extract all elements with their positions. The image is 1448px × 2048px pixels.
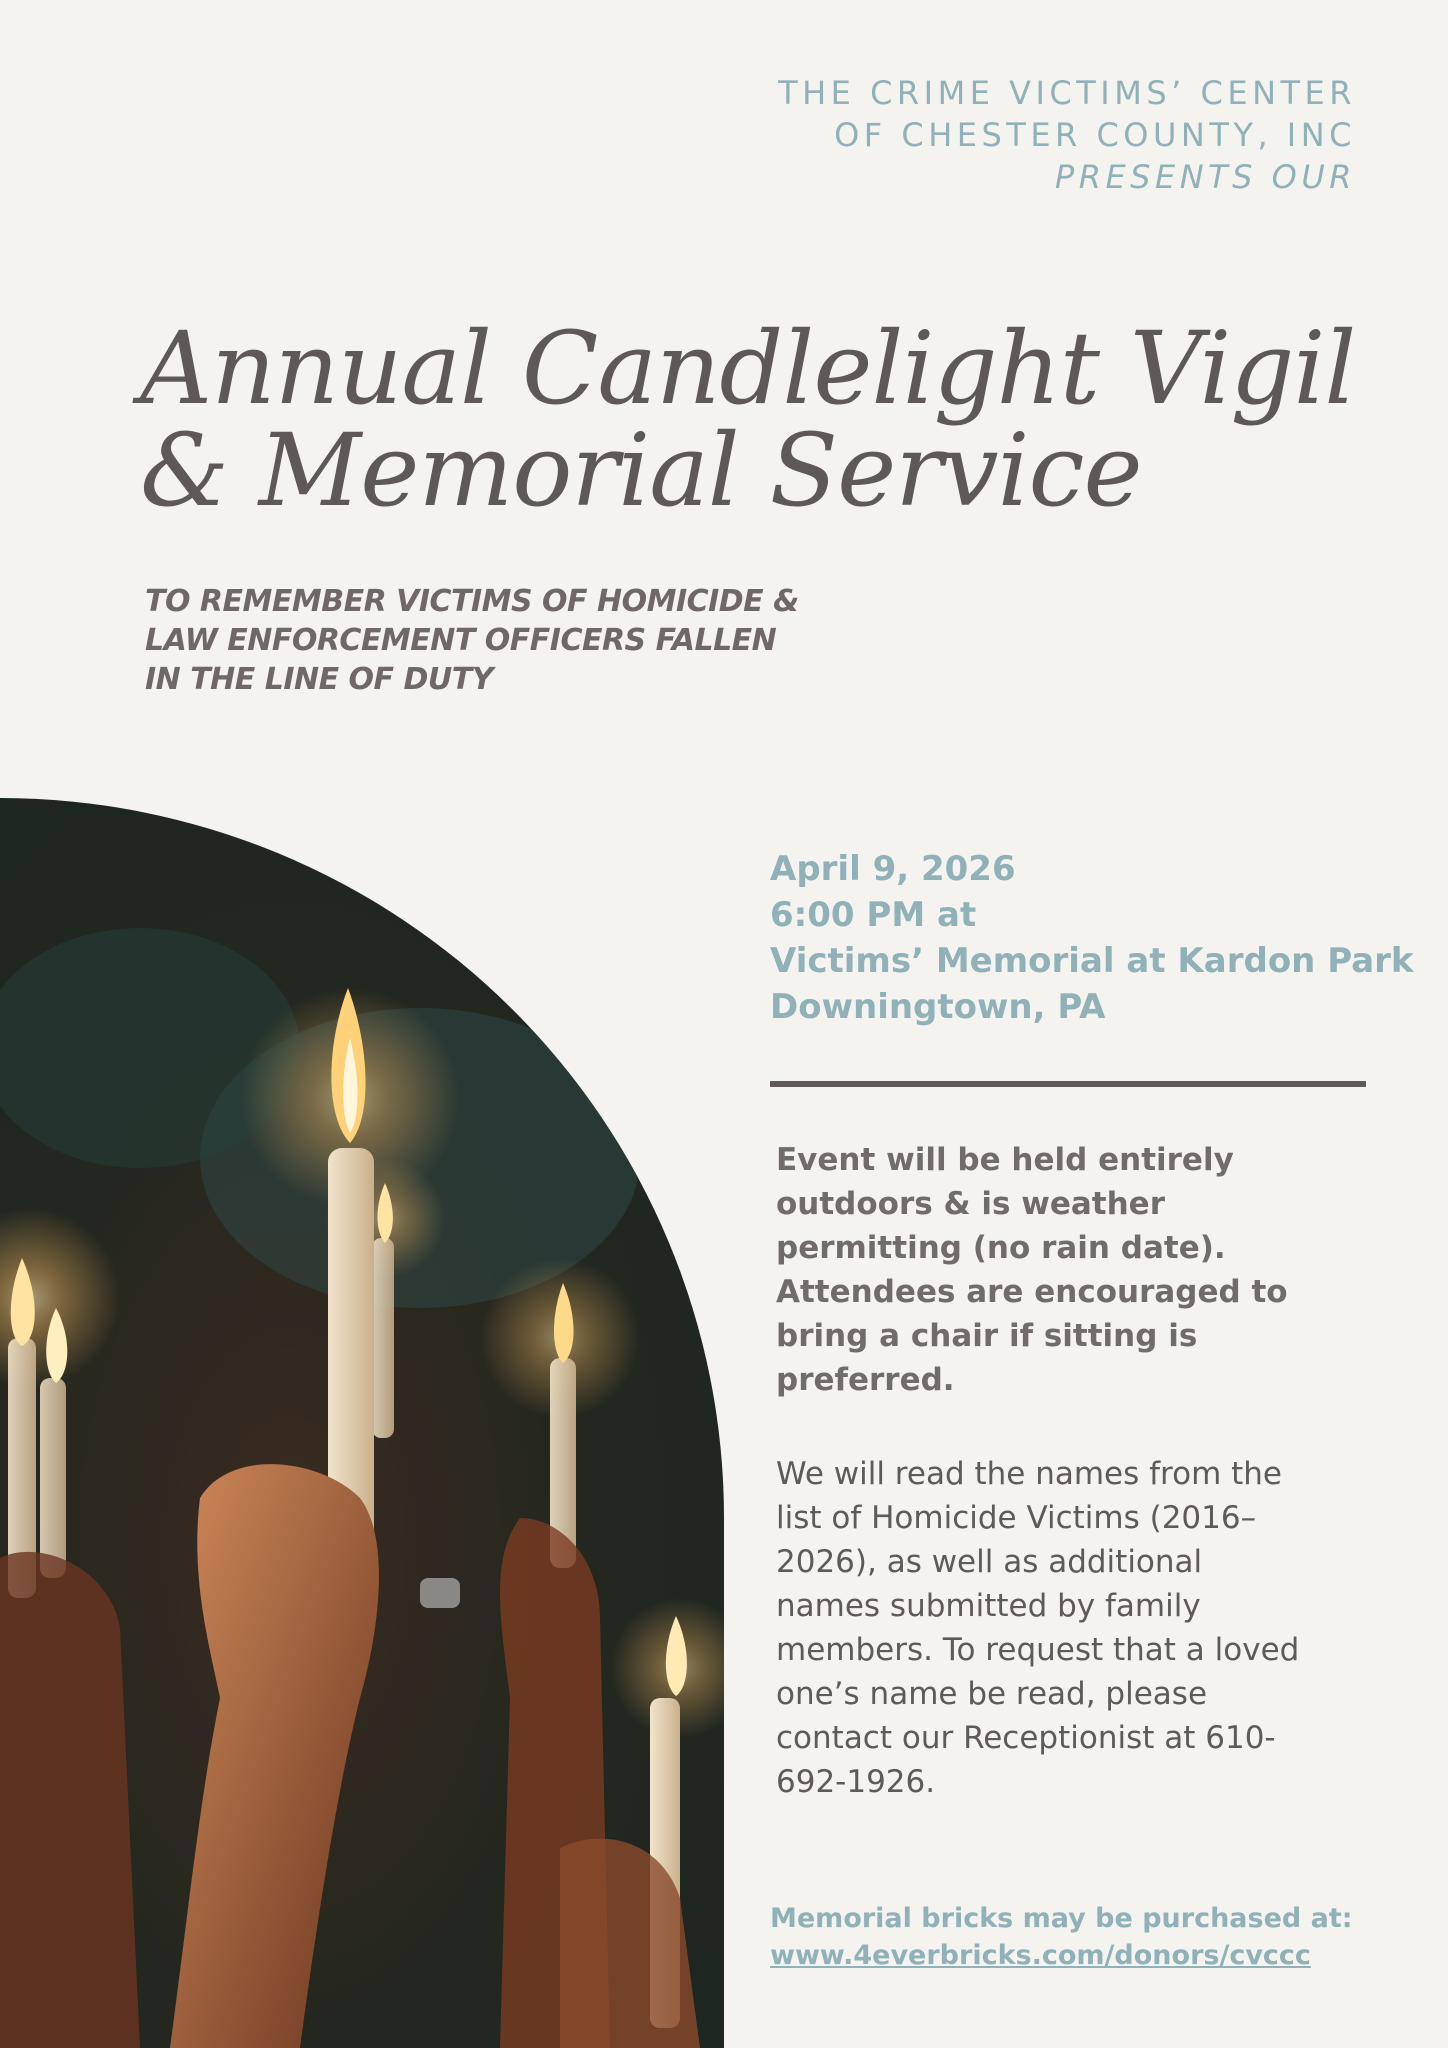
event-subtitle xyxy=(145,582,905,699)
names-reading-notice: We will read the names from the list of Homicide Victims (2016–2026), as well as additional names submitted by family members. To request that a loved one’s name be read, please contact our Receptionist at 610-692-1926. xyxy=(776,1456,1300,1800)
subtitle-line2: LAW ENFORCEMENT OFFICERS FALLEN xyxy=(145,623,777,658)
event-details xyxy=(770,846,1430,1030)
event-date: April 9, 2026 xyxy=(770,849,1016,889)
bricks-label: Memorial bricks may be purchased at: xyxy=(770,1903,1353,1934)
org-name-line1: THE CRIME VICTIMS’ CENTER xyxy=(778,74,1356,112)
event-city: Downingtown, PA xyxy=(770,987,1106,1027)
event-venue: Victims’ Memorial at Kardon Park xyxy=(770,941,1414,981)
divider xyxy=(770,1081,1366,1087)
candles-photo xyxy=(0,798,724,2048)
subtitle-line1: TO REMEMBER VICTIMS OF HOMICIDE & xyxy=(145,584,799,619)
bricks-link[interactable]: www.4everbricks.com/donors/cvccc xyxy=(770,1940,1311,1971)
background-light xyxy=(500,930,680,986)
organization-header xyxy=(596,72,1356,198)
event-time: 6:00 PM at xyxy=(770,895,977,935)
event-title xyxy=(140,310,1400,529)
presents-text: PRESENTS OUR xyxy=(1054,158,1356,196)
candles-illustration xyxy=(0,798,724,2048)
hand-holding-candle xyxy=(170,1464,379,2048)
org-name-line2: OF CHESTER COUNTY, INC xyxy=(834,116,1356,154)
title-line2: & Memorial Service xyxy=(140,412,1142,529)
subtitle-line3: IN THE LINE OF DUTY xyxy=(145,662,493,697)
weather-notice: Event will be held entirely outdoors & is weather permitting (no rain date). Attendees are encouraged to bring a chair if sitting is preferred. xyxy=(776,1142,1288,1398)
title-line1: Annual Candlelight Vigil xyxy=(140,310,1356,427)
memorial-bricks xyxy=(770,1900,1430,1974)
